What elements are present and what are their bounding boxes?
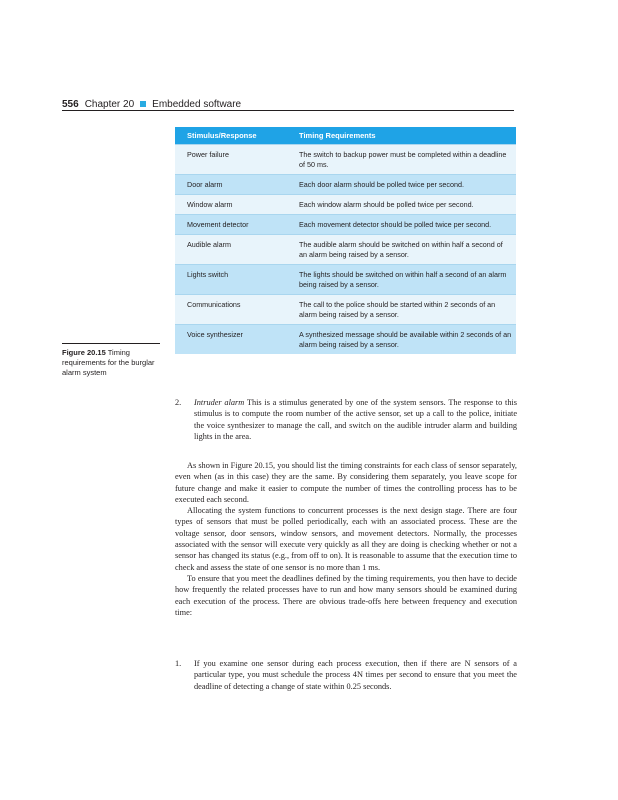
column-header-timing: Timing Requirements — [287, 127, 516, 145]
list-text: If you examine one sensor during each process execution, then if there are N sensors of a particular type, you must schedule the process 4N times per second to ensure that you meet the deadline of detecting a change of state within 0.25 seconds. — [194, 659, 517, 691]
table-row — [175, 295, 516, 325]
list-number: 1. — [175, 659, 182, 668]
table-row — [175, 175, 516, 195]
figure-caption — [62, 348, 166, 378]
chapter-title: Embedded software — [152, 98, 242, 110]
body-paragraphs — [175, 460, 517, 618]
stimulus-cell: Window alarm — [175, 195, 287, 215]
timing-cell: Each door alarm should be polled twice per second. — [287, 175, 516, 195]
stimulus-cell: Communications — [175, 295, 287, 325]
caption-rule — [62, 343, 160, 344]
stimulus-cell: Power failure — [175, 145, 287, 175]
table-row — [175, 145, 516, 175]
table-row — [175, 215, 516, 235]
timing-cell: The call to the police should be started within 2 seconds of an alarm being raised by a sensor. — [287, 295, 516, 325]
table-row — [175, 235, 516, 265]
stimulus-cell: Movement detector — [175, 215, 287, 235]
chapter-label: Chapter 20 — [84, 98, 135, 110]
column-header-stimulus: Stimulus/Response — [175, 127, 287, 145]
timing-cell: The audible alarm should be switched on within half a second of an alarm being raised by a sensor. — [287, 235, 516, 265]
list-text: This is a stimulus generated by one of the system sensors. The response to this stimulus is to compute the room number of the active sensor, set up a call to the police, initiate the voice synthesizer to manage the call, and switch on the audible intruder alarm and building lights in the area. — [194, 398, 517, 441]
table-row — [175, 195, 516, 215]
timing-cell: Each window alarm should be polled twice per second. — [287, 195, 516, 215]
paragraph: To ensure that you meet the deadlines defined by the timing requirements, you then have to decide how frequently the related processes have to run and how many sensors should be examined during each execution of the process. There are obvious trade-offs here between frequency and execution time: — [175, 573, 517, 617]
stimulus-cell: Audible alarm — [175, 235, 287, 265]
page-number: 556 — [62, 98, 79, 110]
timing-cell: A synthesized message should be available within 2 seconds of an alarm being raised by a sensor. — [287, 325, 516, 355]
table-header-row — [175, 127, 516, 145]
table-row — [175, 265, 516, 295]
header-rule — [62, 110, 514, 111]
timing-requirements-table — [175, 127, 516, 354]
timing-cell: The switch to backup power must be completed within a deadline of 50 ms. — [287, 145, 516, 175]
figure-caption-text: Timing requirements for the burglar alarm system — [62, 348, 155, 377]
figure-label: Figure 20.15 — [62, 348, 106, 357]
timing-cell: Each movement detector should be polled twice per second. — [287, 215, 516, 235]
list-number: 2. — [175, 398, 182, 407]
paragraph: Allocating the system functions to concurrent processes is the next design stage. There are four types of sensors that must be polled periodically, each with an associated process. These are the voltage sensor, door sensors, window sensors, and movement detectors. Normally, the processes associated with the sensor will execute very quickly as all they are doing is checking whether or not a sensor has changed its status (e.g., from off to on). It is reasonable to assume that the execution time to check and assess the state of one sensor is no more than 1 ms. — [175, 506, 517, 572]
table-row — [175, 325, 516, 355]
square-bullet-icon — [140, 101, 146, 107]
list-item-intruder-alarm — [175, 397, 517, 442]
stimulus-cell: Door alarm — [175, 175, 287, 195]
stimulus-cell: Voice synthesizer — [175, 325, 287, 355]
list-term: Intruder alarm — [194, 398, 245, 407]
stimulus-cell: Lights switch — [175, 265, 287, 295]
timing-cell: The lights should be switched on within half a second of an alarm being raised by a sensor. — [287, 265, 516, 295]
list-item-sensor-examination — [175, 658, 517, 692]
paragraph: As shown in Figure 20.15, you should list the timing constraints for each class of sensor separately, even when (as in this case) they are the same. By considering them separately, you leave scope for future change and make it easier to compute the number of times the controlling process has to be executed each second. — [175, 461, 517, 504]
